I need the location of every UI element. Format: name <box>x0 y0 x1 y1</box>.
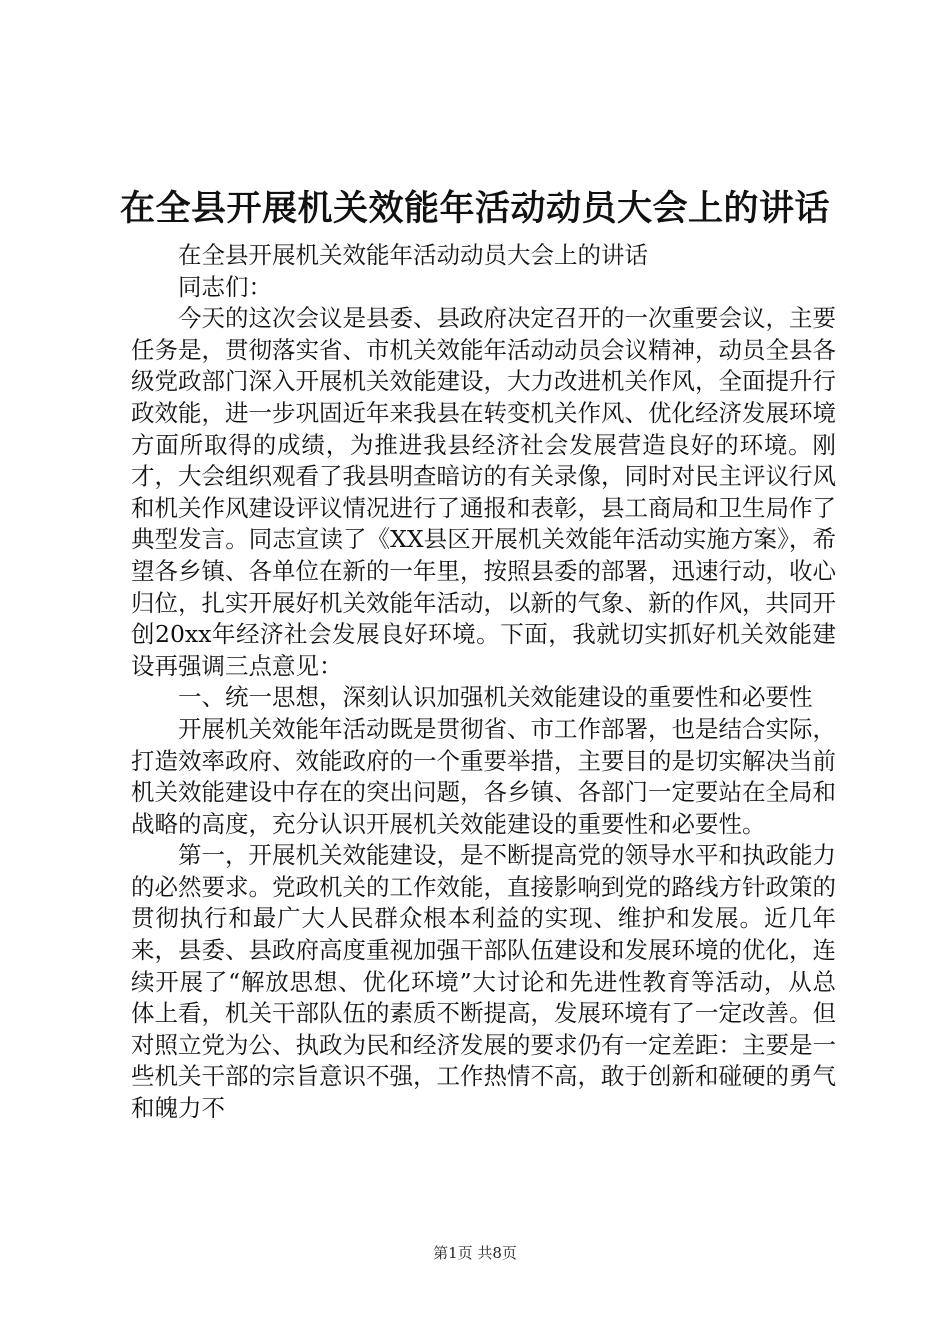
document-body <box>131 240 836 1125</box>
body-paragraph: 开展机关效能年活动既是贯彻省、市工作部署，也是结合实际，打造效率政府、效能政府的一个重要举措，主要目的是切实解决当前机关效能建设中存在的突出问题，各乡镇、各部门一定要站在全局和战略的高度，充分认识开展机关效能建设的重要性和必要性。 <box>131 714 836 838</box>
subtitle-paragraph: 在全县开展机关效能年活动动员大会上的讲话 <box>178 241 648 269</box>
document-title: 在全县开展机关效能年活动动员大会上的讲话 <box>119 188 830 229</box>
page-number-footer: 第1页 共8页 <box>433 1244 517 1262</box>
body-paragraph: 今天的这次会议是县委、县政府决定召开的一次重要会议，主要任务是，贯彻落实省、市机关效能年活动动员会议精神，动员全县各级党政部门深入开展机关效能建设，大力改进机关作风，全面提升行政效能，进一步巩固近年来我县在转变机关作风、优化经济发展环境方面所取得的成绩，为推进我县经济社会发展营造良好的环境。刚才，大会组织观看了我县明查暗访的有关录像，同时对民主评议行风和机关作风建设评议情况进行了通报和表彰，县工商局和卫生局作了典型发言。同志宣读了《XX县区开展机关效能年活动实施方案》，希望各乡镇、各单位在新的一年里，按照县委的部署，迅速行动，收心归位，扎实开展好机关效能年活动，以新的气象、新的作风，共同开创20xx年经济社会发展良好环境。下面，我就切实抓好机关效能建设再强调三点意见： <box>131 304 836 680</box>
section-heading: 一、统一思想，深刻认识加强机关效能建设的重要性和必要性 <box>178 683 813 712</box>
body-paragraph: 第一，开展机关效能建设，是不断提高党的领导水平和执政能力的必然要求。党政机关的工作效能，直接影响到党的路线方针政策的贯彻执行和最广大人民群众根本利益的实现、维护和发展。近几年来，县委、县政府高度重视加强干部队伍建设和发展环境的优化，连续开展了“解放思想、优化环境”大讨论和先进性教育等活动，从总体上看，机关干部队伍的素质不断提高，发展环境有了一定改善。但对照立党为公、执政为民和经济发展的要求仍有一定差距：主要是一些机关干部的宗旨意识不强，工作热情不高，敢于创新和碰硬的勇气和魄力不 <box>131 841 836 1123</box>
salutation-paragraph: 同志们： <box>178 272 272 301</box>
